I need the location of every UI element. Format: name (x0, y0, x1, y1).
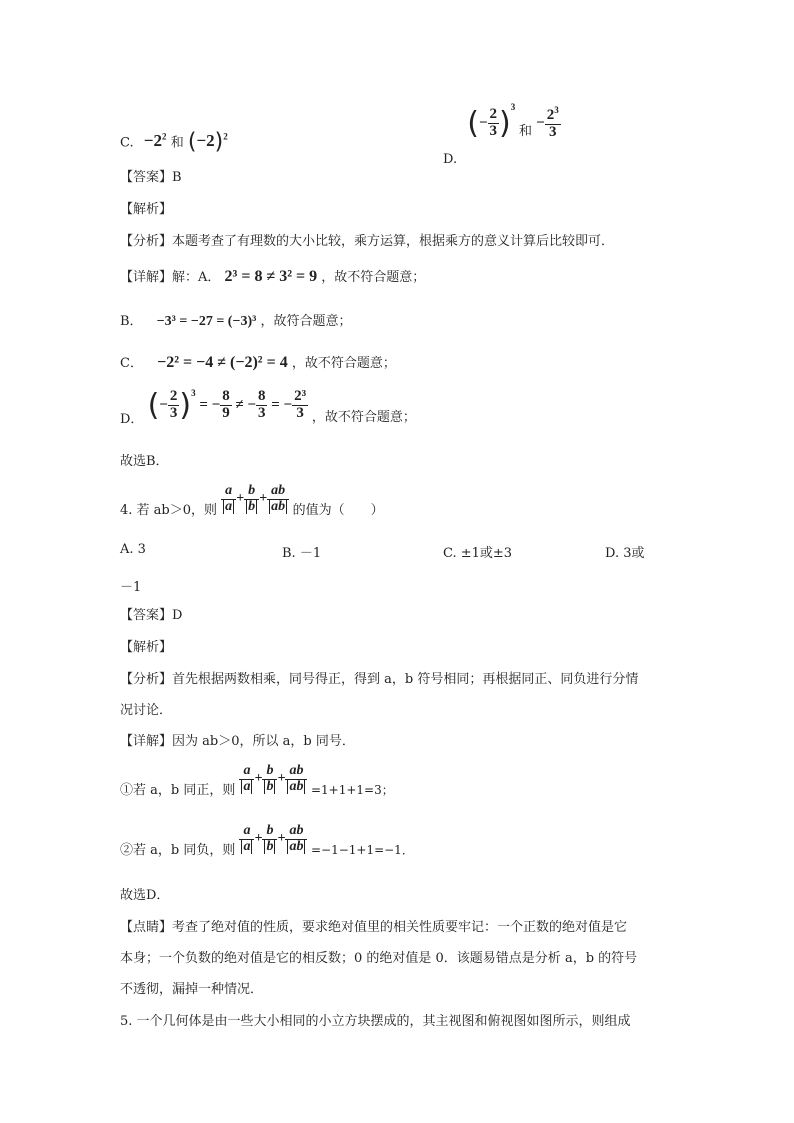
q4-dianjing-3: 不透彻，漏掉一种情况． (120, 982, 264, 997)
connector-text: 和 (518, 123, 532, 139)
q3-fenxi: 【分析】本题考查了有理数的大小比较，乘方运算，根据乘方的意义计算后比较即可． (120, 234, 615, 249)
fraction-denominator: ab (289, 838, 304, 854)
math-expression: − $\frac{2^3}{3}$ (536, 105, 559, 140)
fraction-denominator: 3 (296, 405, 304, 421)
q3-detail-a (120, 266, 425, 286)
fraction-numerator: 2 (546, 107, 555, 124)
case-prefix: ②若 a，b 同负，则 (120, 843, 236, 859)
fraction-denominator: a (225, 498, 233, 514)
math-exponent: 3 (510, 102, 516, 112)
q3-option-d (443, 102, 561, 167)
detail-tail: ，故不符合题意； (311, 409, 416, 425)
fraction-numerator: b (262, 764, 277, 780)
math-term: −2 (196, 131, 215, 151)
fraction-numerator: 2³ (294, 388, 307, 405)
q4-stem (120, 483, 384, 519)
fraction-denominator: 9 (222, 405, 230, 421)
detail-label: D． (120, 411, 144, 427)
fraction-numerator: a (239, 764, 254, 780)
fraction-numerator: b (262, 824, 277, 840)
q4-analysis-heading: 【解析】 (120, 640, 173, 655)
math-exponent: 3 (191, 388, 196, 398)
math-expression: −2² = −4 ≠ (−2)² = 4 (157, 354, 288, 371)
math-operator: = − (271, 396, 293, 413)
detail-label: C． (120, 356, 143, 371)
math-expression: $(-2)^2$ (187, 130, 228, 155)
q4-option-d: D. 3或 (605, 546, 645, 561)
q3-detail-d (120, 388, 416, 427)
fraction-denominator: 3 (489, 123, 498, 139)
fraction-denominator: a (243, 778, 251, 794)
math-term: −2 (143, 131, 162, 151)
fraction-numerator: ab (267, 484, 289, 500)
math-expression: (− $\frac{2}{3}$ )$^3$ = − $\frac{8}{9}$ ≠ − $\frac{8}{3}$ = − $\frac{\text{2³}}{3}$ (147, 388, 307, 423)
stem-suffix: 的值为（ ） (292, 503, 384, 519)
q4-choose: 故选D． (120, 888, 170, 903)
q3-option-c (120, 130, 228, 155)
fraction-denominator: a (243, 838, 251, 854)
q3-detail-b (120, 310, 351, 330)
fraction-denominator: ab (271, 498, 286, 514)
fraction-denominator: 3 (548, 124, 557, 140)
case-prefix: ①若 a，b 同正，则 (120, 783, 236, 799)
fraction-denominator: b (248, 498, 256, 514)
fraction-denominator: 3 (257, 405, 266, 421)
detail-label: 【详解】解：A． (120, 270, 221, 285)
q3-answer: 【答案】B (120, 170, 182, 185)
math-operator: ≠ − (235, 396, 256, 413)
fraction-numerator: 8 (257, 388, 266, 405)
detail-tail: ，故不符合题意； (321, 270, 426, 285)
case-result: =−1−1+1=−1． (310, 843, 414, 858)
q4-case-2 (120, 823, 414, 859)
fraction-numerator: b (244, 484, 259, 500)
detail-tail: ，故不符合题意； (291, 356, 396, 371)
math-expression (144, 131, 171, 150)
math-expression: −3³ = −27 = (−3)³ (156, 314, 257, 329)
q4-detail: 【详解】因为 ab＞0，所以 a，b 同号． (120, 734, 355, 749)
detail-tail: ，故符合题意； (260, 314, 352, 329)
math-expression: $\frac{a}{a}$ + $\frac{b}{b}$ + $\frac{ab}{ab}$ (239, 831, 310, 846)
math-exponent: 3 (554, 105, 559, 116)
q3-analysis-heading: 【解析】 (120, 202, 173, 217)
math-expression: $\frac{a}{a}$ + $\frac{b}{b}$ + $\frac{ab}{ab}$ (221, 491, 292, 506)
q4-dianjing-2: 本身；一个负数的绝对值是它的相反数；0 的绝对值是 0．该题易错点是分析 a，b 的符号 (120, 951, 638, 966)
fraction-denominator: ab (289, 778, 304, 794)
q4-fenxi-2: 况讨论． (120, 703, 173, 718)
q4-fenxi-1: 【分析】首先根据两数相乘，同号得正，得到 a，b 符号相同；再根据同正、同负进行分情 (120, 672, 639, 687)
math-operator: = − (199, 396, 221, 413)
math-exponent: 2 (161, 131, 167, 142)
fraction-denominator: 3 (169, 405, 178, 421)
fraction-numerator: 2 (169, 388, 178, 405)
math-expression: $\frac{a}{a}$ + $\frac{b}{b}$ + $\frac{ab}{ab}$ (239, 771, 310, 786)
q3-detail-c (120, 352, 396, 372)
option-label: C. (120, 135, 134, 151)
fraction-numerator: ab (285, 764, 307, 780)
q4-case-1 (120, 763, 394, 799)
fraction-numerator: 2 (489, 106, 498, 123)
stem-prefix: 4. 若 ab＞0，则 (120, 503, 218, 519)
math-expression: (− $\frac{2}{3}$ )$^3$ (467, 102, 516, 141)
q4-option-b: B. －1 (282, 546, 322, 561)
q3-choose: 故选B． (120, 454, 169, 469)
fraction-numerator: a (239, 824, 254, 840)
connector-text: 和 (170, 135, 184, 151)
case-result: =1+1+1=3； (310, 783, 394, 798)
q4-answer: 【答案】D (120, 608, 183, 623)
q4-option-d-cont: －1 (120, 580, 142, 595)
fraction-denominator: b (266, 778, 274, 794)
detail-label: B． (120, 314, 143, 329)
fraction-numerator: 8 (222, 388, 230, 405)
math-expression: 2³ = 8 ≠ 3² = 9 (224, 268, 318, 285)
fraction-denominator: b (266, 838, 274, 854)
fraction-numerator: ab (285, 824, 307, 840)
math-exponent: 2 (223, 131, 228, 142)
q5-stem: 5. 一个几何体是由一些大小相同的小立方块摆成的，其主视图和俯视图如图所示，则组成 (120, 1014, 631, 1029)
q4-option-a: A. 3 (120, 542, 146, 557)
q4-dianjing-1: 【点睛】考查了绝对值的性质，要求绝对值里的相关性质要牢记：一个正数的绝对值是它 (120, 920, 628, 935)
fraction-numerator: a (221, 484, 236, 500)
option-label: D. (443, 152, 458, 167)
q4-option-c: C. ±1或±3 (443, 546, 513, 561)
